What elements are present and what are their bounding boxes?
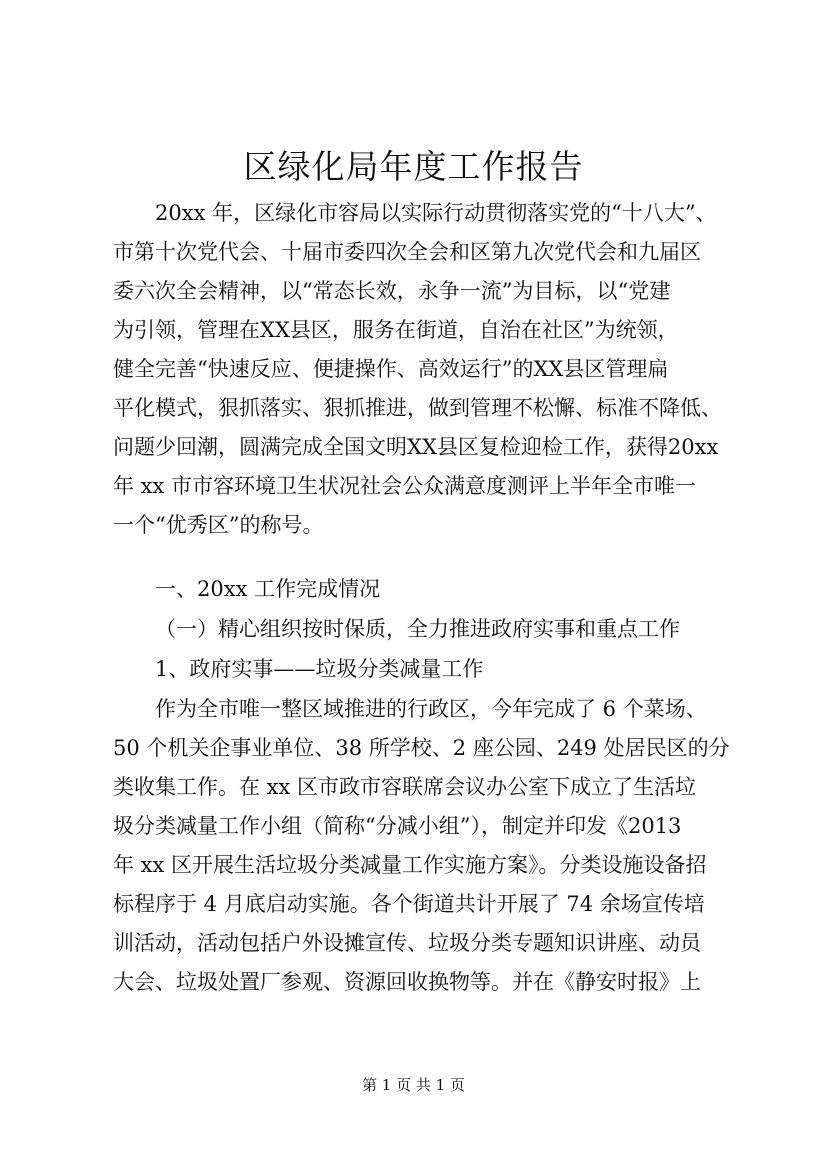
section-heading-1: 一、20xx 工作完成情况 <box>155 577 381 601</box>
body-line-4: 为引领，管理在XX县区，服务在街道，自治在社区”为统领， <box>113 318 679 342</box>
body-line-14: 年 xx 区开展生活垃圾分类减量工作实施方案》。分类设施设备招 <box>113 853 707 877</box>
body-line-2: 市第十次党代会、十届市委四次全会和区第九次党代会和九届区 <box>113 240 701 264</box>
body-line-1: 20xx 年，区绿化市容局以实际行动贯彻落实党的“十八大”、 <box>155 201 717 225</box>
body-line-10: 作为全市唯一整区域推进的行政区，今年完成了 6 个菜场、 <box>155 697 707 721</box>
body-line-11: 50 个机关企事业单位、38 所学校、2 座公园、249 处居民区的分 <box>113 736 730 760</box>
body-line-5: 健全完善“快速反应、便捷操作、高效运行”的XX县区管理扁 <box>113 357 669 381</box>
body-line-15: 标程序于 4 月底启动实施。各个街道共计开展了 74 余场宣传培 <box>113 892 705 916</box>
subsection-heading-1: （一）精心组织按时保质，全力推进政府实事和重点工作 <box>155 617 680 641</box>
page-number: 第 1 页 共 1 页 <box>362 1076 465 1094</box>
item-heading-1: 1、政府实事——垃圾分类减量工作 <box>155 657 484 681</box>
body-line-12: 类收集工作。在 xx 区市政市容联席会议办公室下成立了生活垃 <box>113 775 697 799</box>
body-line-9: 一个“优秀区”的称号。 <box>113 513 324 537</box>
body-line-17: 大会、垃圾处置厂参观、资源回收换物等。并在《静安时报》上 <box>113 970 701 994</box>
body-line-7: 问题少回潮，圆满完成全国文明XX县区复检迎检工作，获得20xx <box>113 435 719 459</box>
body-line-8: 年 xx 市市容环境卫生状况社会公众满意度测评上半年全市唯一 <box>113 474 697 498</box>
document-title: 区绿化局年度工作报告 <box>243 147 584 186</box>
body-line-16: 训活动，活动包括户外设摊宣传、垃圾分类专题知识讲座、动员 <box>113 931 701 955</box>
body-line-3: 委六次全会精神，以“常态长效，永争一流”为目标，以“党建 <box>113 279 671 303</box>
body-line-13: 圾分类减量工作小组（简称“分减小组”），制定并印发《2013 <box>113 814 682 838</box>
body-line-6: 平化模式，狠抓落实、狠抓推进，做到管理不松懈、标准不降低、 <box>113 396 722 420</box>
